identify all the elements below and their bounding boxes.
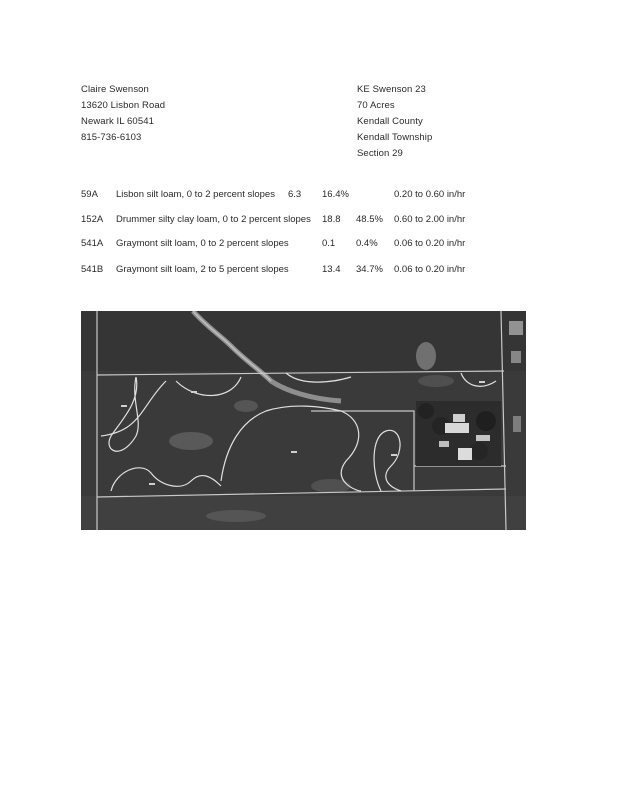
- owner-phone: 815-736-6103: [81, 132, 142, 143]
- owner-city: Newark IL 60541: [81, 116, 154, 127]
- parcel-acres: 70 Acres: [357, 100, 395, 111]
- parcel-name: KE Swenson 23: [357, 84, 426, 95]
- parcel-info-block: [357, 82, 432, 162]
- soil-description: Graymont silt loam, 2 to 5 percent slopes: [116, 264, 289, 275]
- owner-street: 13620 Lisbon Road: [81, 100, 166, 111]
- soil-code: 541B: [81, 264, 104, 275]
- soil-acres: 0.1: [322, 238, 336, 249]
- soil-code: 152A: [81, 214, 104, 225]
- soil-permeability: 0.06 to 0.20 in/hr: [394, 264, 466, 275]
- owner-address-block: [81, 82, 165, 146]
- soil-percent: 0.4%: [356, 238, 378, 249]
- parcel-county: Kendall County: [357, 116, 423, 127]
- soil-percent: 48.5%: [356, 214, 383, 225]
- owner-name: Claire Swenson: [81, 84, 149, 95]
- soil-permeability: 0.60 to 2.00 in/hr: [394, 214, 466, 225]
- soil-description: Drummer silty clay loam, 0 to 2 percent slopes: [116, 214, 311, 225]
- soil-percent: 16.4%: [322, 189, 349, 200]
- aerial-field-photo: [81, 311, 526, 530]
- soil-permeability: 0.20 to 0.60 in/hr: [394, 189, 466, 200]
- soil-acres: 6.3: [288, 189, 302, 200]
- soil-row: [0, 214, 618, 228]
- soil-description: Graymont silt loam, 0 to 2 percent slopes: [116, 238, 289, 249]
- soil-code: 541A: [81, 238, 104, 249]
- soil-description: Lisbon silt loam, 0 to 2 percent slopes: [116, 189, 275, 200]
- parcel-township: Kendall Township: [357, 132, 433, 143]
- soil-row: [0, 189, 618, 203]
- soil-row: [0, 238, 618, 252]
- soil-row: [0, 264, 618, 278]
- soil-acres: 13.4: [322, 264, 341, 275]
- soil-percent: 34.7%: [356, 264, 383, 275]
- soil-acres: 18.8: [322, 214, 341, 225]
- soil-permeability: 0.06 to 0.20 in/hr: [394, 238, 466, 249]
- parcel-section: Section 29: [357, 148, 403, 159]
- soil-code: 59A: [81, 189, 98, 200]
